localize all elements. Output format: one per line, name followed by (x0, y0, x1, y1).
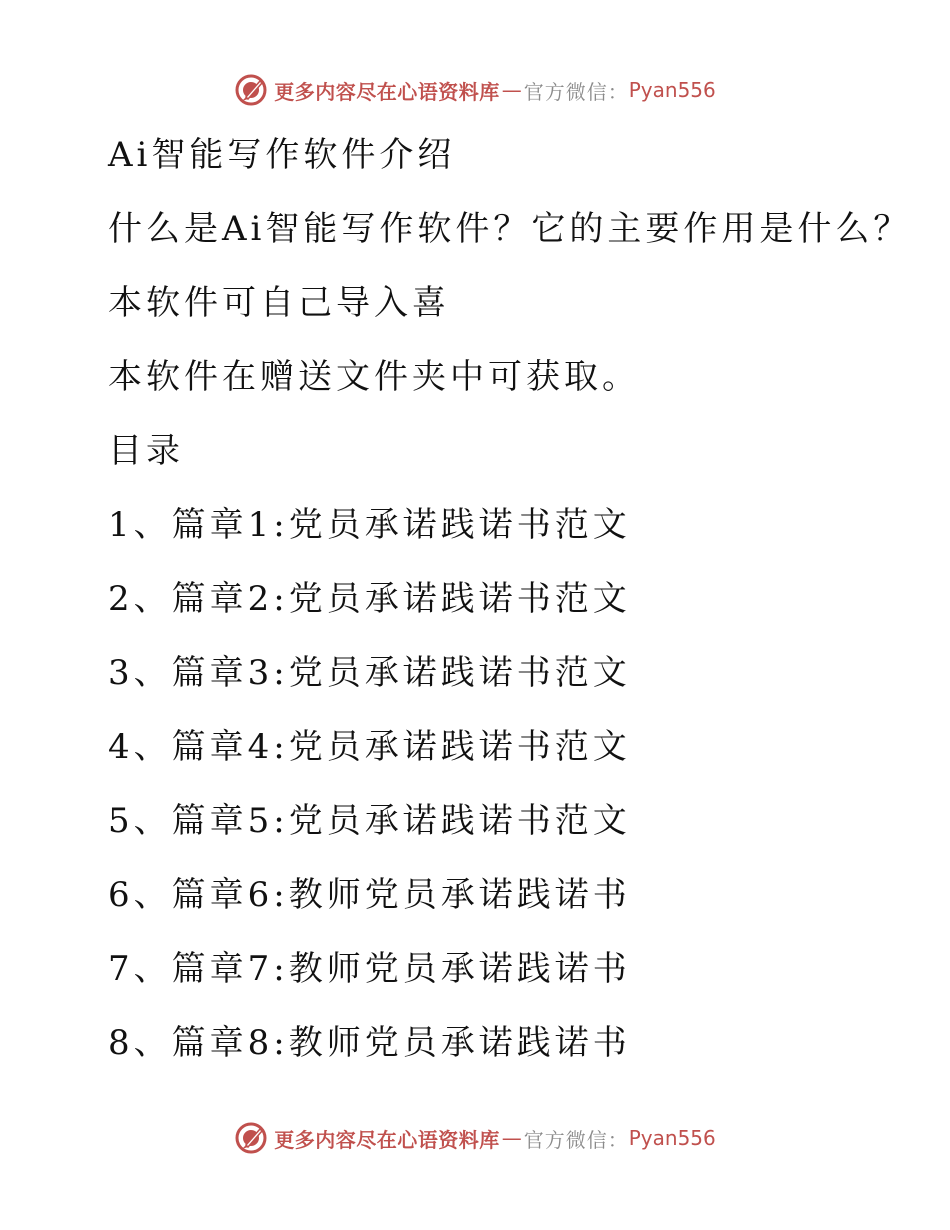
intro-question: 什么是Ai智能写作软件？它的主要作用是什么？ (108, 209, 912, 249)
toc-item-6: 6、篇章6:教师党员承诺践诺书 (108, 875, 631, 915)
pen-logo-icon (234, 1121, 268, 1155)
banner-dash: — (501, 1126, 522, 1150)
banner-wechat-id: Pyan556 (628, 1126, 716, 1150)
document-title: Ai智能写作软件介绍 (108, 135, 456, 175)
banner-wechat-label: 官方微信： (523, 1127, 629, 1152)
toc-item-1: 1、篇章1:党员承诺践诺书范文 (108, 505, 631, 545)
banner-wechat-id: Pyan556 (628, 78, 716, 102)
toc-item-8: 8、篇章8:教师党员承诺践诺书 (108, 1023, 631, 1063)
banner-wechat-label: 官方微信： (523, 79, 629, 104)
toc-list (108, 488, 908, 1080)
toc-item-3: 3、篇章3:党员承诺践诺书范文 (108, 653, 631, 693)
pen-logo-icon (234, 73, 268, 107)
header-watermark-banner (0, 70, 950, 110)
toc-item-4: 4、篇章4:党员承诺践诺书范文 (108, 727, 631, 767)
toc-item-5: 5、篇章5:党员承诺践诺书范文 (108, 801, 631, 841)
document-body (108, 118, 912, 1080)
intro-line-1: 本软件可自己导入喜 (108, 283, 450, 323)
toc-heading: 目录 (108, 431, 184, 471)
toc-item-7: 7、篇章7:教师党员承诺践诺书 (108, 949, 631, 989)
intro-line-2: 本软件在赠送文件夹中可获取。 (108, 357, 640, 397)
toc-item-2: 2、篇章2:党员承诺践诺书范文 (108, 579, 631, 619)
banner-dash: — (501, 78, 522, 102)
footer-watermark-banner (0, 1118, 950, 1158)
banner-site-text: 更多内容尽在心语资料库 (274, 1127, 500, 1152)
banner-site-text: 更多内容尽在心语资料库 (274, 79, 500, 104)
